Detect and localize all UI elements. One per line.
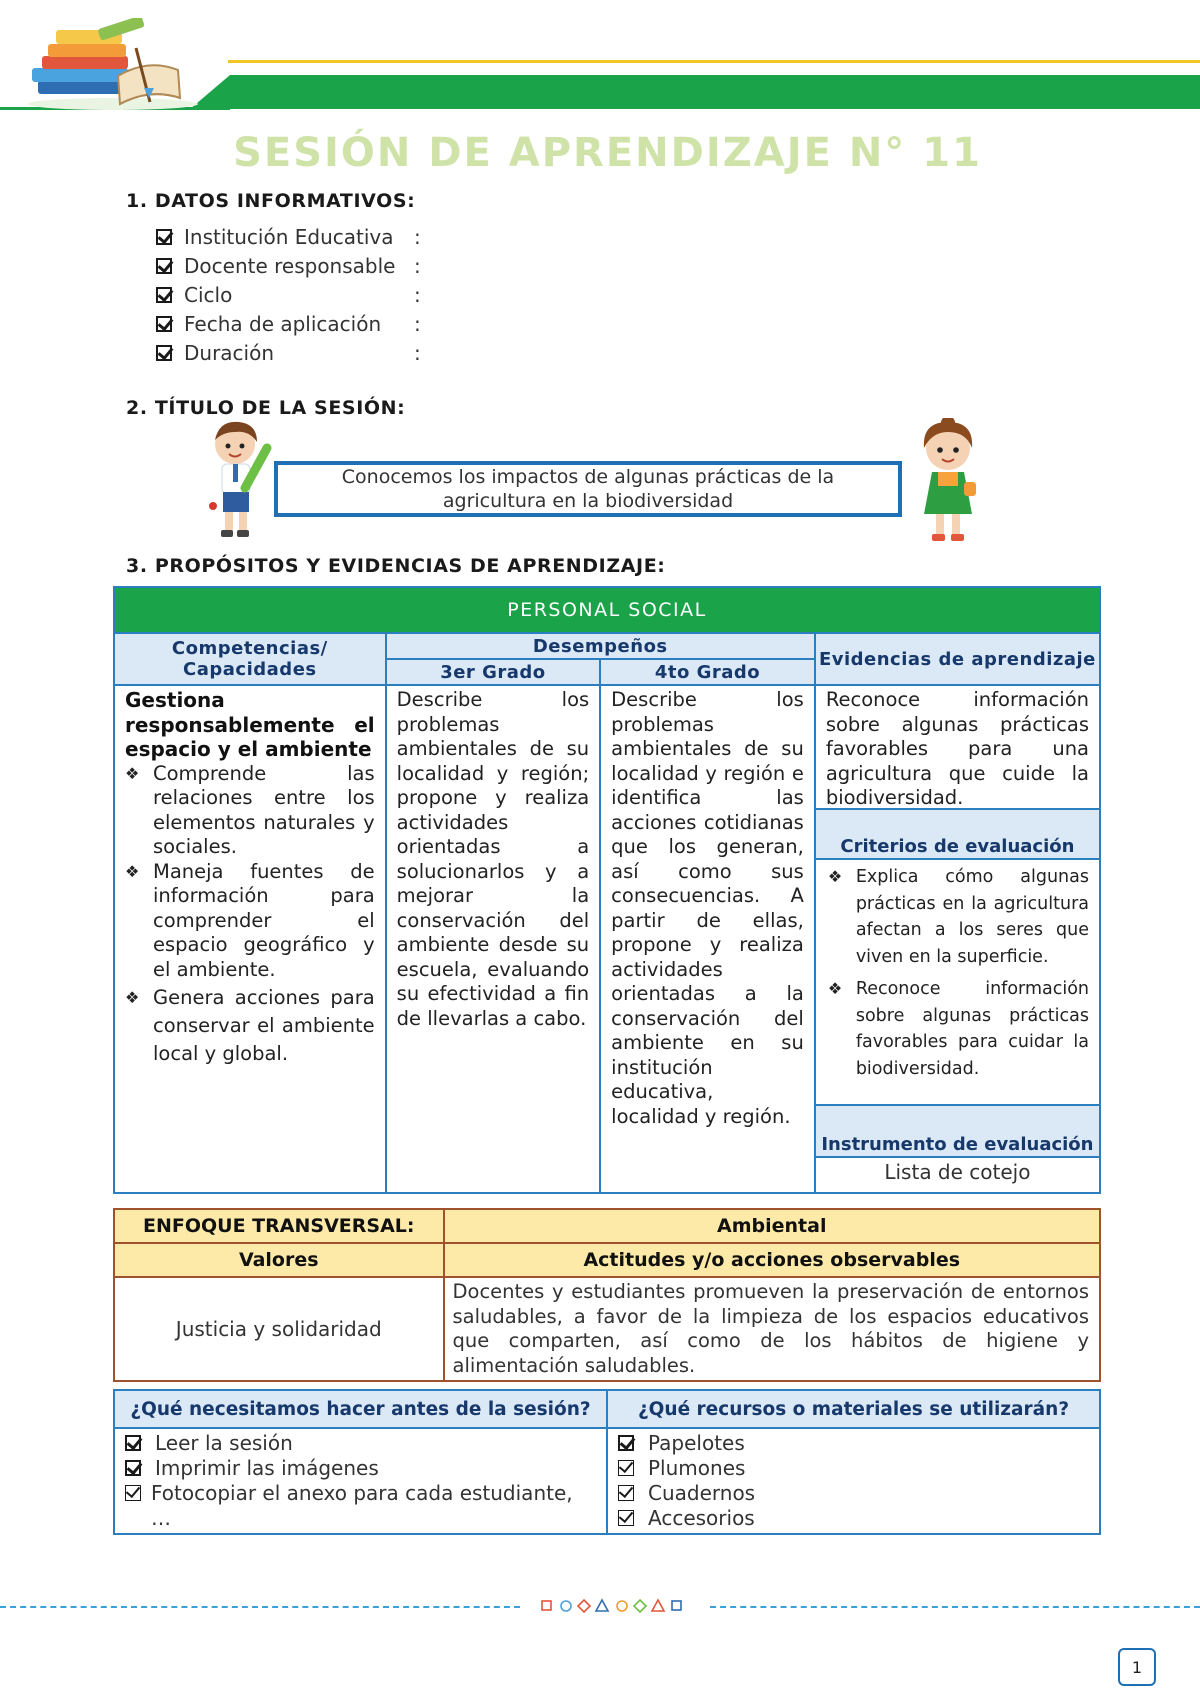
diamond-bullet-icon: ❖ [827, 867, 843, 886]
checkbox-icon [618, 1485, 634, 1501]
datos-item [156, 280, 421, 309]
list-item-text: Cuadernos [648, 1481, 756, 1505]
enfoque-label: ENFOQUE TRANSVERSAL: [114, 1209, 444, 1243]
page-title: SESIÓN DE APRENDIZAJE N° 11 [233, 130, 982, 176]
books-illustration [18, 18, 208, 110]
instrumento-heading: Instrumento de evaluación [816, 1104, 1099, 1158]
diamond-bullet-icon: ❖ [125, 988, 140, 1007]
capacidad-text: Genera acciones para conservar el ambiente local y global. [153, 986, 375, 1065]
list-item [618, 1481, 1091, 1506]
datos-item [156, 309, 421, 338]
section-titulo-heading: 2. TÍTULO DE LA SESIÓN: [126, 397, 406, 419]
header-green-band [190, 75, 1200, 109]
criterios-list [816, 860, 1099, 1104]
criterio-item [828, 864, 1089, 970]
checkbox-icon [156, 229, 172, 245]
datos-sep: : [414, 253, 421, 278]
desempeno4-cell: Describe los problemas ambientales de su localidad y región e identifica las acciones cotidianas que los generan, así como sus consecuencias. A partir de ellas, propone y realiza actividades orientadas a la conservación del ambiente en su institución educativa, localidad y región. [600, 685, 815, 1193]
list-item-text: Accesorios [648, 1506, 755, 1530]
desempenos-heading: Desempeños [386, 633, 815, 659]
datos-sep: : [414, 224, 421, 249]
grado3-heading: 3er Grado [386, 659, 601, 685]
criterio-item [828, 976, 1089, 1082]
criterio-text: Explica cómo algunas prácticas en la agricultura afectan a los seres que viven en la superficie. [855, 867, 1089, 967]
datos-label: Institución Educativa [184, 224, 394, 249]
footer-dashed-line [0, 1606, 520, 1608]
datos-item [156, 222, 421, 251]
checkbox-icon [156, 345, 172, 361]
competencia-title: Gestiona responsablemente el espacio y el ambiente [125, 688, 375, 761]
session-title-box [274, 461, 902, 517]
list-item-text: Fotocopiar el anexo para cada estudiante, … [151, 1481, 573, 1530]
list-item-text: Papelotes [648, 1431, 745, 1455]
grado4-heading: 4to Grado [600, 659, 815, 685]
capacidad-text: Maneja fuentes de información para comprender el espacio geográfico y el ambiente. [153, 859, 375, 981]
checkbox-icon [125, 1485, 141, 1501]
recursos-heading: ¿Qué recursos o materiales se utilizarán? [607, 1390, 1100, 1428]
diamond-bullet-icon: ❖ [125, 861, 140, 881]
section-propositos-heading: 3. PROPÓSITOS Y EVIDENCIAS DE APRENDIZAJE: [126, 555, 666, 577]
checkbox-icon [618, 1460, 634, 1476]
area-heading: PERSONAL SOCIAL [114, 587, 1100, 633]
datos-label: Docente responsable [184, 253, 396, 278]
evidencias-cell [815, 685, 1100, 1193]
list-item-text: Plumones [648, 1456, 746, 1480]
session-title-text: Conocemos los impactos de algunas prácticas de la agricultura en la biodiversidad [341, 466, 835, 512]
enfoque-table [113, 1208, 1101, 1382]
capacidad-item [125, 860, 375, 983]
capacidad-item [125, 762, 375, 860]
page-number: 1 [1118, 1648, 1156, 1686]
propositos-table [113, 586, 1101, 1194]
datos-label: Ciclo [184, 282, 233, 307]
competencias-heading: Competencias/ Capacidades [114, 633, 386, 685]
antes-heading: ¿Qué necesitamos hacer antes de la sesión? [114, 1390, 607, 1428]
checkbox-icon [156, 287, 172, 303]
actitud-text: Docentes y estudiantes promueven la preservación de entornos saludables, a favor de la limpieza de los espacios educativos que comparten, así como de los hábitos de higiene y alimentación saludables. [444, 1277, 1101, 1381]
shapes-ornament [540, 1597, 690, 1615]
datos-sep: : [414, 311, 421, 336]
list-item [125, 1456, 598, 1481]
competencia-cell [114, 685, 386, 1193]
footer-dashed-line [710, 1606, 1200, 1608]
girl-illustration [908, 418, 988, 548]
datos-label: Duración [184, 340, 275, 365]
recursos-list [607, 1428, 1100, 1534]
list-item [618, 1431, 1091, 1456]
datos-sep: : [414, 282, 421, 307]
evidencias-heading: Evidencias de aprendizaje [815, 633, 1100, 685]
preparacion-table [113, 1389, 1101, 1535]
list-item [618, 1456, 1091, 1481]
instrumento-text: Lista de cotejo [884, 1160, 1031, 1184]
checkbox-icon [618, 1510, 634, 1526]
list-item [125, 1481, 598, 1531]
checkbox-icon [618, 1435, 634, 1451]
boy-illustration [205, 418, 275, 543]
diamond-bullet-icon: ❖ [125, 763, 140, 783]
desempeno3-cell: Describe los problemas ambientales de su localidad y región; propone y realiza actividades orientadas a solucionarlos y a mejorar la conservación del ambiente desde su escuela, evaluando su efectividad a fin de llevarlas a cabo. [386, 685, 601, 1193]
list-item [125, 1431, 598, 1456]
evidencia-text: Reconoce información sobre algunas prácticas favorables para una agricultura que cuide la biodiversidad. [825, 688, 1089, 809]
criterio-text: Reconoce información sobre algunas prácticas favorables para cuidar la biodiversidad. [855, 979, 1089, 1079]
valor-text: Justicia y solidaridad [114, 1277, 444, 1381]
criterios-heading: Criterios de evaluación [816, 808, 1099, 860]
datos-item [156, 338, 421, 367]
checkbox-icon [125, 1435, 141, 1451]
header-gold-line [228, 60, 1200, 63]
checkbox-icon [156, 258, 172, 274]
capacidad-item [125, 984, 375, 1068]
diamond-bullet-icon: ❖ [827, 979, 843, 998]
datos-sep: : [414, 340, 421, 365]
actitudes-heading: Actitudes y/o acciones observables [444, 1243, 1101, 1277]
datos-label: Fecha de aplicación [184, 311, 382, 336]
antes-list [114, 1428, 607, 1534]
list-item-text: Imprimir las imágenes [155, 1456, 379, 1480]
capacidad-text: Comprende las relaciones entre los elementos naturales y sociales. [153, 761, 375, 858]
enfoque-value: Ambiental [444, 1209, 1101, 1243]
list-item-text: Leer la sesión [155, 1431, 293, 1455]
checkbox-icon [125, 1460, 141, 1476]
list-item [618, 1506, 1091, 1531]
datos-item [156, 251, 421, 280]
checkbox-icon [156, 316, 172, 332]
section-datos-heading: 1. DATOS INFORMATIVOS: [126, 190, 416, 212]
datos-list [156, 222, 421, 367]
valores-heading: Valores [114, 1243, 444, 1277]
